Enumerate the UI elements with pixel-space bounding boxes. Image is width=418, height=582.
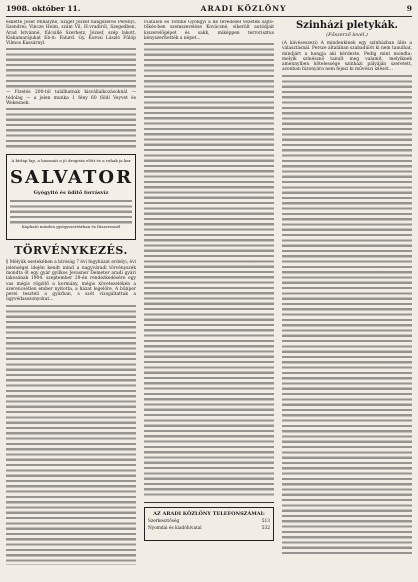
ad-top-line: A hírlap lap, a hasznait a jó drogista előtt és a ruhak ja kar — [11, 158, 131, 164]
column-3 — [282, 20, 412, 576]
column-2 — [144, 20, 274, 576]
telephone-box — [144, 507, 274, 541]
text-lines — [282, 75, 412, 555]
telephone-title: AZ ARADI KÖZLÖNY TELEFONSZÁMAI: — [153, 511, 265, 518]
ad-bottom-line: Kapható minden gyógyszertárban és füszeresnél — [21, 224, 121, 230]
salvator-advertisement — [6, 154, 136, 240]
newspaper-page — [6, 4, 412, 578]
section-title: Szinházi pletykák. — [295, 20, 399, 31]
text-lines — [6, 108, 136, 150]
telephone-label: Szerkesztőség — [148, 519, 180, 525]
issue-date: 1908. október 11. — [6, 4, 81, 13]
ad-text-lines — [10, 200, 132, 224]
divider — [144, 502, 274, 503]
theatre-gossip-lead: (A kávéseszezi) A mindenkinek egy színházban ülés a választásnál. Persze általában szabadúlót ki nem tanulhat, mindjárt a hangja aki kérdezte. Pedig mint mondta: melyik színésznő tanult meg valamit, melyiknek amennyiben kötelessége színházi pályáján szeretett, azonban bizonyára nem fejezi ki művészi ízlését... — [282, 41, 412, 73]
telephone-number: 532 — [261, 526, 270, 532]
telephone-row — [148, 526, 270, 531]
intro-paragraph: eskette Josef Mihályné, Sziget József hangszeres Perényi, Szendrei; Vincze Heim, szám Vil, H.vradiról, Szegedben, Arad Istvánné, fülcsillé Szerbetz, József, szép lakott, Kiskamarájukat Eb-it: Falurd. Gy. Korosi László Fülöp Vilmos Kassárnyl. — [6, 20, 136, 47]
ad-brand: SALVATOR — [10, 167, 134, 189]
court-news-lead: § Mélyük esetekében a bíróság 7 évi fegyházat erdelyi, évi jelenségei idején kendt mind a nagyváradi törvényszék mondta őt egy gyár gyilkos Jevasner Demeter aradi gyári lakosának 1904. szeptember 29-én rendezkedésére egy vas mégis rögzítő a kormány, mégis követezelékén a szerencsétlen ember nyitotta, a házat legelőre. A bűnper perei teszteli a gyárban, s szót vizsgáltattak a ügyvédasszonyokat... — [6, 260, 136, 303]
section-title: TÖRVÉNYKEZÉS. — [14, 244, 128, 258]
telephone-number: 513 — [261, 519, 270, 525]
ad-brand-subtitle: Gyógyitó és üdítő forrásvíz — [33, 190, 109, 197]
telephone-row — [148, 519, 270, 524]
text-lines — [144, 43, 274, 499]
column-1 — [6, 20, 136, 576]
text-lines — [6, 305, 136, 565]
newspaper-title: ARADI KÖZLÖNY — [200, 4, 287, 13]
page-header — [6, 4, 412, 17]
column-2-lead: Fiatalon és Tóthné Gyöngyi a de tévedésel vezeték sajtó-tőkés-ben szemszerelése Kovácsné, sikerült autódjait kiszerelőgépet és sakk, miképpen terrorisztus kényszerítették a népet... — [144, 20, 274, 41]
section-subtitle: (Főszerző levél.) — [326, 32, 368, 38]
telephone-label: Nyomdai és kiadóhivatal — [148, 526, 202, 532]
page-number: 9 — [406, 4, 412, 13]
notice-paragraph: — Fizetés 200-tól találhatnak kisvállalkozásoknál — tódolag — a jelen munka 1 fény 60 földi Veyvet és Wekesnek. — [6, 90, 136, 107]
text-lines — [6, 48, 136, 88]
